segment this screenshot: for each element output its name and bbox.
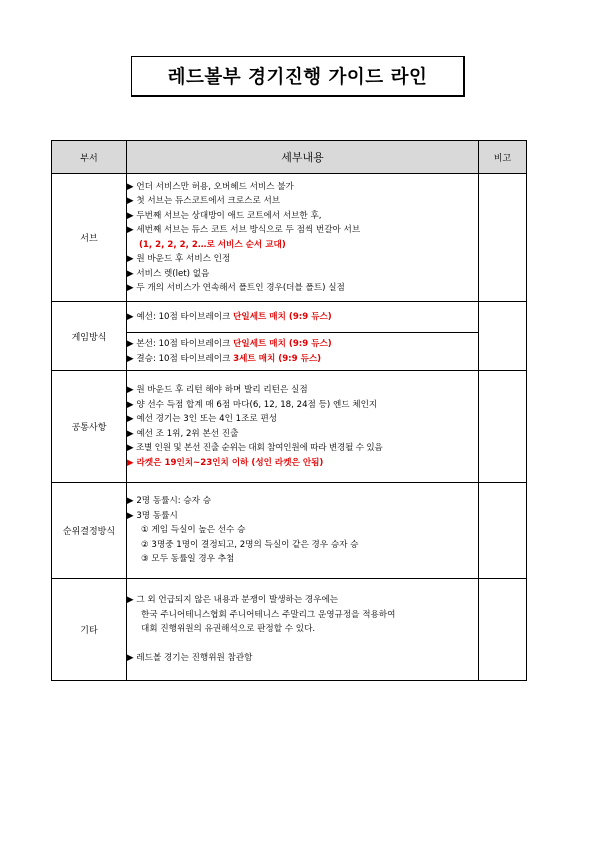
list-item: ② 3명중 1명이 결정되고, 2명의 득실이 같은 경우 승자 승 xyxy=(141,539,359,550)
note-cell xyxy=(479,579,527,681)
list-item: ▶ 원 바운드 후 리턴 해야 하며 발리 리턴은 실점 xyxy=(127,385,308,395)
list-item: ▶ 양 선수 득점 합계 매 6점 마다(6, 12, 18, 24점 등) 엔드 체인지 xyxy=(127,399,378,410)
dept-cell: 게임방식 xyxy=(52,302,127,371)
list-item: ▶ 본선: 10점 타이브레이크 단일세트 매치 (9:9 듀스) xyxy=(127,339,332,349)
list-item: ▶ 3명 동률시 xyxy=(127,510,178,521)
list-item: ▶ 조별 인원 및 본선 진출 순위는 대회 참여인원에 따라 변경될 수 있음 xyxy=(127,443,383,453)
dept-cell: 공통사항 xyxy=(52,371,127,483)
header-dept: 부서 xyxy=(52,141,127,174)
content-cell xyxy=(127,302,479,333)
list-item: ▶ 예선 경기는 3인 또는 4인 1조로 편성 xyxy=(127,414,278,424)
note-cell xyxy=(479,174,527,302)
note-cell xyxy=(479,371,527,483)
list-item: ▶ 언더 서비스만 허용, 오버헤드 서비스 불가 xyxy=(127,181,294,192)
list-item-highlight: ▶ 라켓은 19인치~23인치 이하 (성인 라켓은 안됨) xyxy=(127,457,324,468)
table-row-other xyxy=(52,579,527,681)
list-item: ▶ 결승: 10점 타이브레이크 3세트 매치 (9:9 듀스) xyxy=(127,353,322,364)
table-row-gameplay xyxy=(52,302,527,333)
list-item: 대회 진행위원의 유권해석으로 판정할 수 있다. xyxy=(141,624,316,635)
list-item: ▶ 두 개의 서비스가 연속해서 폴트인 경우(더블 폴트) 실점 xyxy=(127,283,345,293)
list-item: ▶ 서비스 렛(let) 없음 xyxy=(127,268,210,279)
content-cell xyxy=(127,333,479,371)
list-item: ① 게임 득실이 높은 선수 승 xyxy=(141,525,246,536)
guide-table xyxy=(51,140,527,681)
table-row-ranking xyxy=(52,483,527,579)
list-item: ③ 모두 동률일 경우 추첨 xyxy=(141,554,235,565)
list-item: ▶ 원 바운드 후 서비스 인정 xyxy=(127,254,231,264)
dept-cell: 순위결정방식 xyxy=(52,483,127,579)
list-item: ▶ 예선: 10점 타이브레이크 단일세트 매치 (9:9 듀스) xyxy=(127,311,332,322)
content-cell xyxy=(127,483,479,579)
table-header-row xyxy=(52,141,527,174)
content-cell xyxy=(127,579,479,681)
dept-cell: 서브 xyxy=(52,174,127,302)
list-item: ▶ 두번째 서브는 상대방이 애드 코트에서 서브한 후, xyxy=(127,210,322,221)
list-item: ▶ 레드볼 경기는 진행위원 참관함 xyxy=(127,653,253,664)
table-row-serve xyxy=(52,174,527,302)
header-content: 세부내용 xyxy=(127,141,479,174)
note-cell xyxy=(479,483,527,579)
page-title: 레드볼부 경기진행 가이드 라인 xyxy=(131,56,465,97)
header-note: 비고 xyxy=(479,141,527,174)
dept-cell: 기타 xyxy=(52,579,127,681)
spacer xyxy=(127,637,478,652)
list-item: ▶ 세번째 서브는 듀스 코트 서브 방식으로 두 점씩 번갈아 서브 xyxy=(127,225,361,235)
list-item: ▶ 2명 동률시: 승자 승 xyxy=(127,496,212,507)
list-item: ▶ 예선 조 1위, 2위 본선 진출 xyxy=(127,428,239,439)
list-item: ▶ 그 외 언급되지 않은 내용과 분쟁이 발생하는 경우에는 xyxy=(127,595,339,606)
list-item: 한국 주니어테니스협회 주니어테니스 주말리그 운영규정을 적용하여 xyxy=(141,609,396,620)
table-row-common xyxy=(52,371,527,483)
list-item: ▶ 첫 서브는 듀스코트에서 크로스로 서브 xyxy=(127,196,281,206)
content-cell xyxy=(127,371,479,483)
list-item-highlight: (1, 2, 2, 2, 2…로 서비스 순서 교대) xyxy=(139,239,286,250)
note-cell xyxy=(479,302,527,371)
content-cell xyxy=(127,174,479,302)
